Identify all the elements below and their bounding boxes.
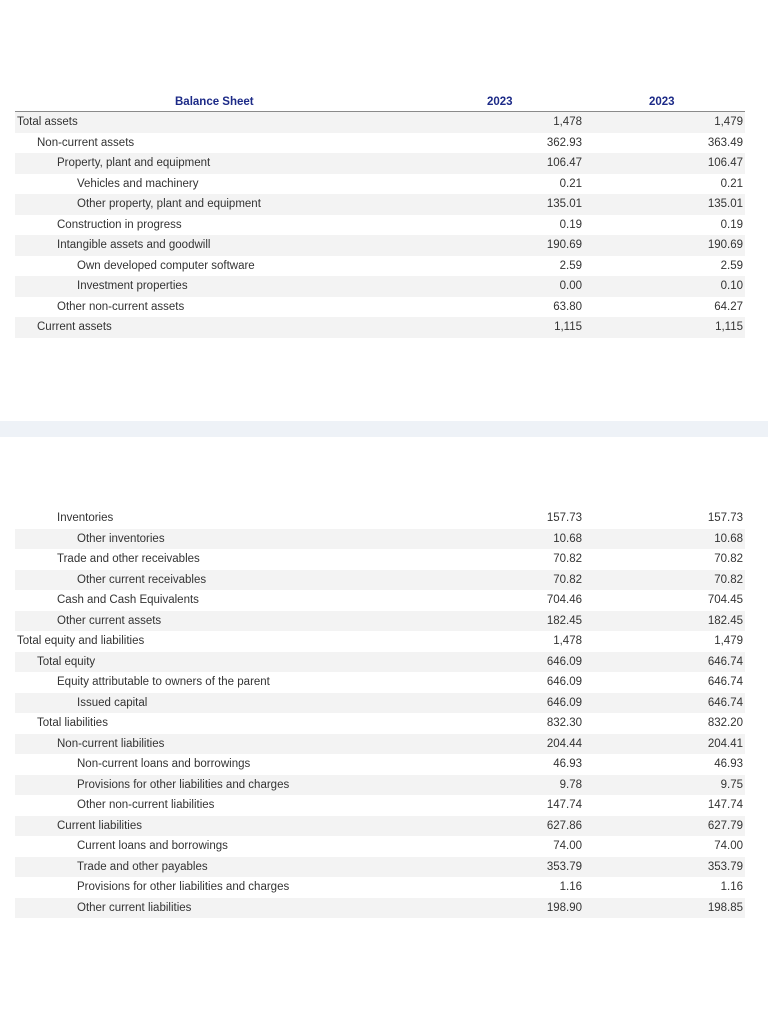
table-row xyxy=(15,215,745,236)
row-label: Inventories xyxy=(57,512,114,524)
row-value-year-1: 198.90 xyxy=(546,901,582,914)
row-value-year-2: 0.19 xyxy=(720,218,743,231)
row-value-year-2: 832.20 xyxy=(707,717,743,729)
row-value-year-2: 646.74 xyxy=(707,696,743,709)
table-row xyxy=(15,276,745,297)
row-value-year-2: 64.27 xyxy=(714,300,743,313)
table-row xyxy=(15,235,745,256)
row-value-year-2: 182.45 xyxy=(707,614,743,627)
table-row xyxy=(15,836,745,857)
table-row xyxy=(15,297,745,318)
row-value-year-1: 10.68 xyxy=(553,532,582,545)
row-value-year-2: 106.47 xyxy=(707,157,743,169)
row-value-year-1: 0.21 xyxy=(559,177,582,190)
row-label: Issued capital xyxy=(77,696,148,709)
table-row xyxy=(15,775,745,796)
row-value-year-1: 74.00 xyxy=(553,840,582,852)
row-label: Total liabilities xyxy=(37,717,108,729)
row-label: Non-current loans and borrowings xyxy=(77,758,251,770)
row-value-year-2: 627.79 xyxy=(707,819,743,832)
table-body-top xyxy=(15,112,745,338)
column-header-year-1: 2023 xyxy=(487,96,513,108)
table-row xyxy=(15,693,745,714)
table-header xyxy=(15,94,745,112)
row-label: Other inventories xyxy=(77,532,165,545)
row-value-year-1: 46.93 xyxy=(553,758,582,770)
row-value-year-2: 70.82 xyxy=(714,553,743,565)
row-label: Other non-current assets xyxy=(57,300,185,313)
row-value-year-1: 204.44 xyxy=(546,737,582,750)
row-value-year-1: 0.00 xyxy=(559,280,582,292)
row-value-year-2: 204.41 xyxy=(707,737,743,750)
table-row xyxy=(15,153,745,174)
row-value-year-1: 627.86 xyxy=(546,819,582,832)
row-value-year-1: 362.93 xyxy=(546,136,582,149)
row-label: Other current assets xyxy=(57,614,162,627)
row-value-year-2: 646.74 xyxy=(707,655,743,668)
row-label: Other non-current liabilities xyxy=(77,799,215,811)
table-row xyxy=(15,194,745,215)
row-label: Own developed computer software xyxy=(77,259,255,272)
row-value-year-2: 353.79 xyxy=(707,860,743,873)
table-row xyxy=(15,174,745,195)
balance-sheet-table-bottom xyxy=(15,508,745,918)
row-value-year-1: 70.82 xyxy=(553,573,582,586)
row-value-year-2: 1,115 xyxy=(715,321,743,333)
row-label: Non-current assets xyxy=(37,136,135,149)
row-label: Provisions for other liabilities and charges xyxy=(77,881,290,893)
balance-sheet-table-top xyxy=(15,94,745,338)
table-row xyxy=(15,713,745,734)
row-value-year-2: 0.21 xyxy=(720,177,743,190)
row-label: Property, plant and equipment xyxy=(57,157,211,169)
table-row xyxy=(15,590,745,611)
table-row xyxy=(15,652,745,673)
row-value-year-1: 157.73 xyxy=(546,512,582,524)
row-value-year-2: 70.82 xyxy=(714,573,743,586)
row-label: Other current receivables xyxy=(77,573,207,586)
row-label: Trade and other payables xyxy=(77,860,208,873)
table-row xyxy=(15,570,745,591)
table-row xyxy=(15,857,745,878)
row-label: Total assets xyxy=(17,116,78,128)
row-label: Other property, plant and equipment xyxy=(77,198,261,210)
row-value-year-2: 2.59 xyxy=(720,259,743,272)
row-label: Other current liabilities xyxy=(77,901,192,914)
row-label: Current assets xyxy=(37,321,112,333)
table-row xyxy=(15,898,745,919)
row-value-year-1: 106.47 xyxy=(546,157,582,169)
row-label: Total equity xyxy=(37,655,96,668)
table-row xyxy=(15,672,745,693)
table-title: Balance Sheet xyxy=(175,96,254,108)
row-label: Current liabilities xyxy=(57,819,143,832)
row-value-year-2: 190.69 xyxy=(707,239,743,251)
row-label: Total equity and liabilities xyxy=(17,635,145,647)
row-value-year-1: 182.45 xyxy=(546,614,582,627)
table-row xyxy=(15,816,745,837)
row-value-year-1: 70.82 xyxy=(553,553,582,565)
row-label: Investment properties xyxy=(77,280,188,292)
row-value-year-1: 704.46 xyxy=(546,594,582,606)
table-row xyxy=(15,317,745,338)
table-row xyxy=(15,754,745,775)
row-value-year-2: 1,479 xyxy=(714,116,743,128)
table-row xyxy=(15,734,745,755)
row-value-year-2: 10.68 xyxy=(714,532,743,545)
row-value-year-2: 147.74 xyxy=(707,799,743,811)
table-row xyxy=(15,795,745,816)
table-row xyxy=(15,508,745,529)
row-value-year-2: 1,479 xyxy=(714,635,743,647)
table-row xyxy=(15,133,745,154)
table-row xyxy=(15,256,745,277)
row-label: Vehicles and machinery xyxy=(77,177,199,190)
row-label: Equity attributable to owners of the parent xyxy=(57,676,270,688)
table-row xyxy=(15,112,745,133)
row-value-year-1: 646.09 xyxy=(546,696,582,709)
row-value-year-1: 646.09 xyxy=(546,676,582,688)
row-value-year-2: 46.93 xyxy=(714,758,743,770)
row-value-year-1: 147.74 xyxy=(546,799,582,811)
row-value-year-2: 646.74 xyxy=(707,676,743,688)
table-row xyxy=(15,631,745,652)
row-value-year-1: 832.30 xyxy=(546,717,582,729)
row-label: Non-current liabilities xyxy=(57,737,165,750)
table-body-bottom xyxy=(15,508,745,918)
row-label: Cash and Cash Equivalents xyxy=(57,594,199,606)
row-value-year-1: 0.19 xyxy=(559,218,582,231)
row-value-year-2: 135.01 xyxy=(707,198,743,210)
row-value-year-2: 74.00 xyxy=(714,840,743,852)
row-label: Provisions for other liabilities and charges xyxy=(77,778,290,791)
table-row xyxy=(15,549,745,570)
table-row xyxy=(15,877,745,898)
row-value-year-2: 0.10 xyxy=(720,280,743,292)
row-label: Current loans and borrowings xyxy=(77,840,228,852)
row-value-year-1: 1,115 xyxy=(554,321,582,333)
row-label: Construction in progress xyxy=(57,218,182,231)
table-row xyxy=(15,529,745,550)
row-value-year-1: 2.59 xyxy=(559,259,582,272)
row-label: Intangible assets and goodwill xyxy=(57,239,211,251)
row-value-year-1: 9.78 xyxy=(559,778,582,791)
row-label: Trade and other receivables xyxy=(57,553,200,565)
row-value-year-2: 198.85 xyxy=(707,901,743,914)
row-value-year-1: 1.16 xyxy=(559,881,582,893)
column-header-year-2: 2023 xyxy=(649,96,675,108)
table-row xyxy=(15,611,745,632)
row-value-year-1: 1,478 xyxy=(553,635,582,647)
row-value-year-2: 704.45 xyxy=(707,594,743,606)
row-value-year-1: 190.69 xyxy=(546,239,582,251)
row-value-year-1: 135.01 xyxy=(546,198,582,210)
row-value-year-2: 157.73 xyxy=(707,512,743,524)
row-value-year-1: 1,478 xyxy=(553,116,582,128)
page-break-band xyxy=(0,421,768,437)
row-value-year-1: 63.80 xyxy=(553,300,582,313)
row-value-year-2: 9.75 xyxy=(720,778,743,791)
row-value-year-2: 1.16 xyxy=(720,881,743,893)
row-value-year-2: 363.49 xyxy=(707,136,743,149)
row-value-year-1: 353.79 xyxy=(546,860,582,873)
row-value-year-1: 646.09 xyxy=(546,655,582,668)
